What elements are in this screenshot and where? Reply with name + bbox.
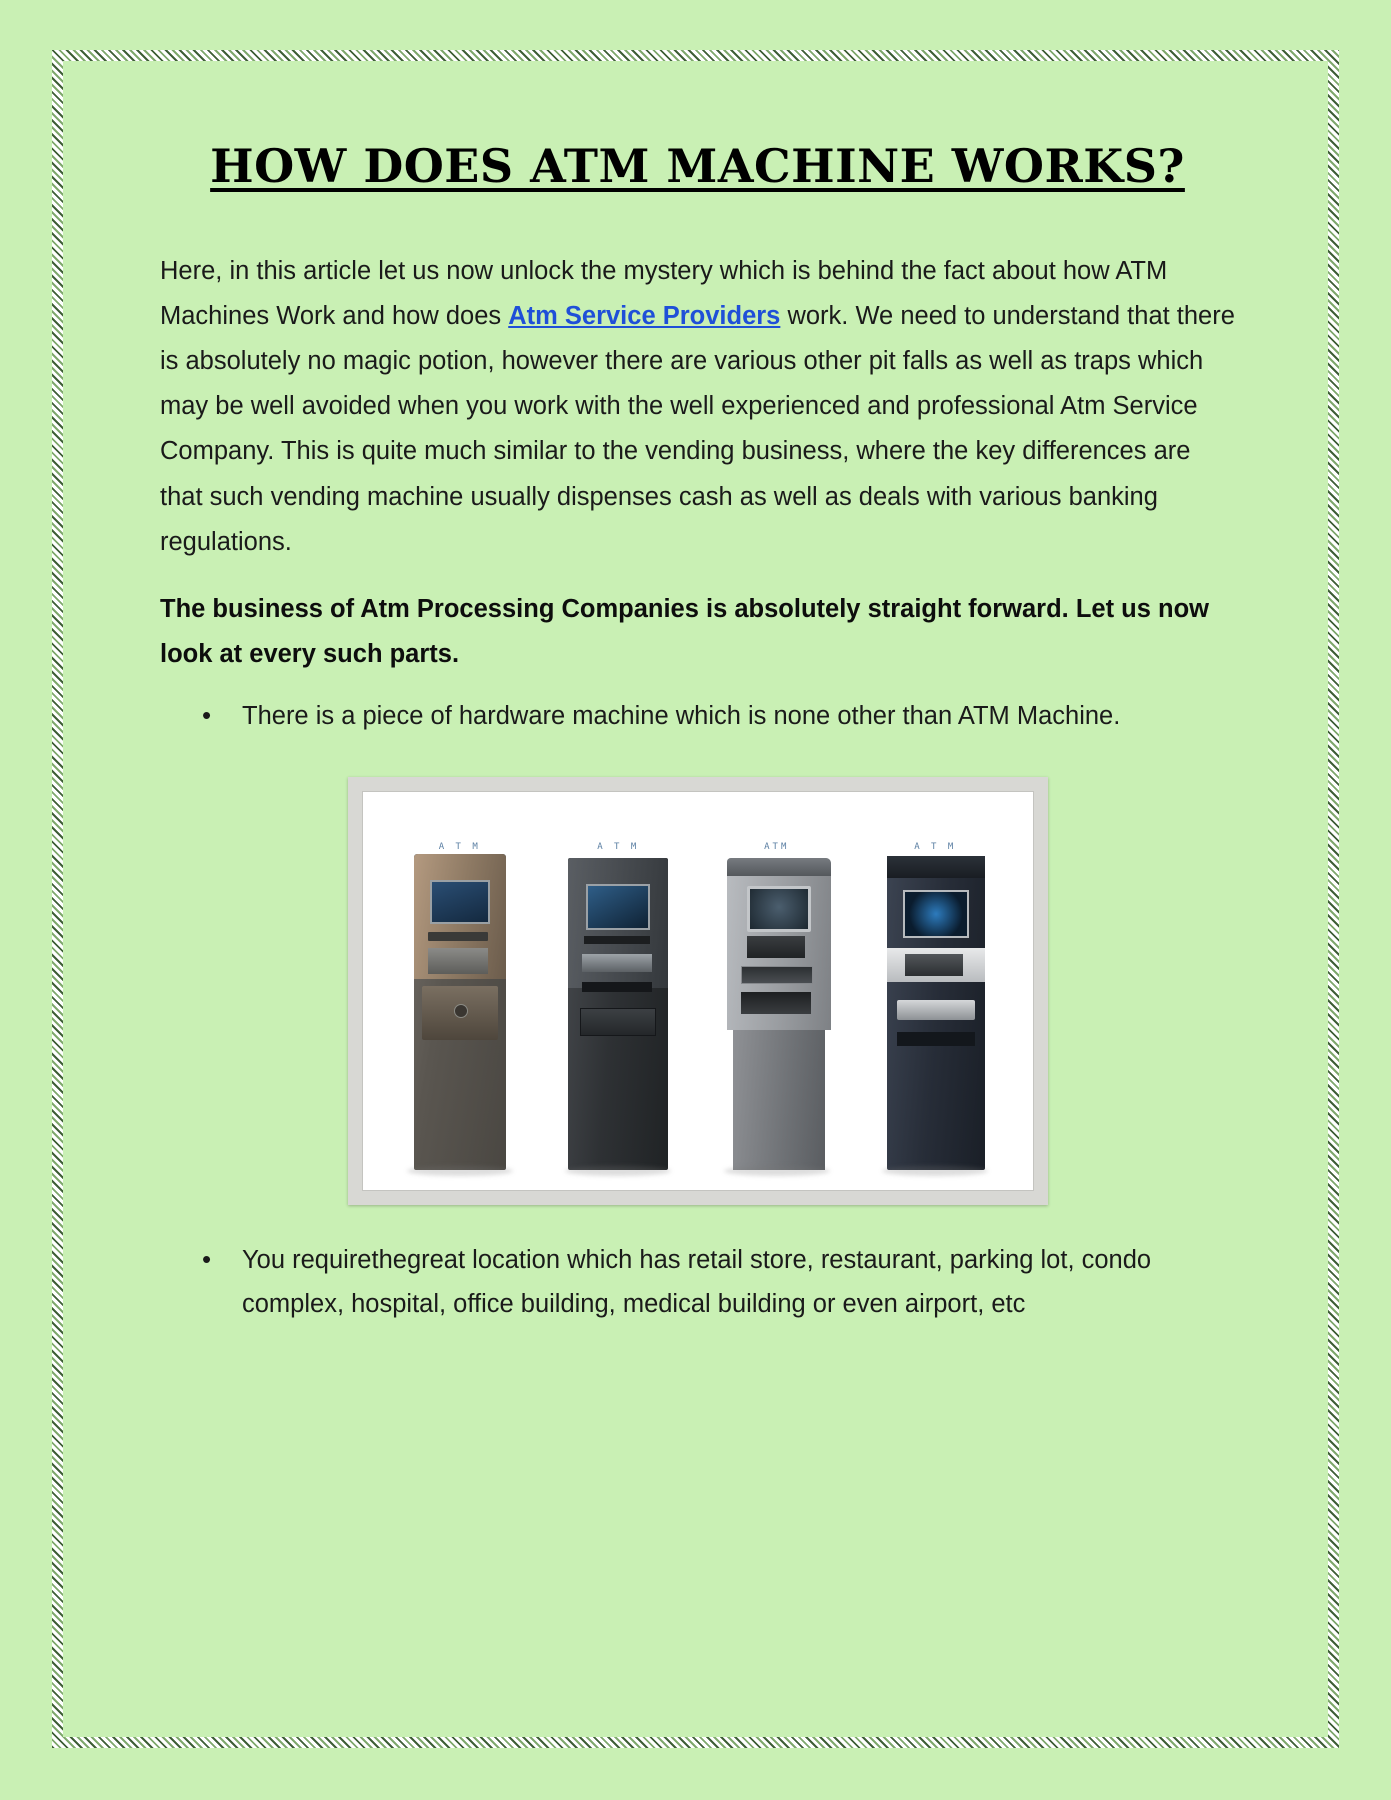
atm-1-lock-icon xyxy=(454,1004,468,1018)
atm-3-card-slot xyxy=(741,966,813,984)
document-content xyxy=(160,140,1235,1337)
atm-3-screen xyxy=(747,886,811,932)
page-title: HOW DOES ATM MACHINE WORKS? xyxy=(210,139,1185,193)
atm-1-keypad xyxy=(428,948,488,974)
atm-4-screen xyxy=(903,890,969,938)
atm-1-label: A T M xyxy=(438,841,481,852)
atm-2-cash-tray xyxy=(580,1008,656,1036)
atm-4-top-bar xyxy=(887,856,985,878)
atm-2-screen xyxy=(586,884,650,930)
intro-paragraph xyxy=(160,249,1235,565)
list-item: • There is a piece of hardware machine which is none other than ATM Machine. xyxy=(232,695,1235,739)
atm-3-label: ATM xyxy=(764,841,790,852)
atm-service-providers-link[interactable]: Atm Service Providers xyxy=(508,302,781,331)
atm-2-label: A T M xyxy=(597,841,640,852)
atm-4-label: A T M xyxy=(914,841,957,852)
atm-1-screen xyxy=(430,880,490,924)
atm-3-pedestal xyxy=(733,1026,825,1170)
atm-3-keypad xyxy=(747,936,805,958)
lead-bold-paragraph: The business of Atm Processing Companies is absolutely straight forward. Let us now look at every such parts. xyxy=(160,594,1209,668)
atm-3-cash-slot xyxy=(741,992,811,1014)
atm-4-keypad xyxy=(905,954,963,976)
bullet-list-second xyxy=(160,1239,1235,1327)
figure-image-area xyxy=(362,791,1034,1191)
atm-machines-figure xyxy=(348,777,1048,1205)
atm-1-shadow xyxy=(407,1166,513,1176)
atm-1-card-slot xyxy=(428,932,488,941)
atm-2-shadow xyxy=(565,1166,671,1176)
atm-2-card-slot xyxy=(584,936,650,944)
atm-3-shadow xyxy=(724,1166,830,1176)
atm-2-receipt-slot xyxy=(582,982,652,992)
atm-machine-illustration-2 xyxy=(558,836,678,1176)
bullet-list-first xyxy=(160,695,1235,739)
intro-text-part-2: work. We need to understand that there is absolutely no magic potion, however there are various other pit falls as well as traps which may be well avoided when you work with the well experienced and professional Atm Service Company. This is quite much similar to the vending business, where the key differences are that such vending machine usually dispenses cash as well as deals with various banking regulations. xyxy=(160,302,1235,556)
list-item: • You requirethegreat location which has retail store, restaurant, parking lot, condo complex, hospital, office building, medical building or even airport, etc xyxy=(232,1239,1235,1327)
atm-4-lower-slot xyxy=(897,1032,975,1046)
atm-3-top-bar xyxy=(727,858,831,876)
atm-2-keypad xyxy=(582,954,652,972)
atm-machine-illustration-3 xyxy=(717,836,837,1176)
atm-machine-illustration-1 xyxy=(400,836,520,1176)
atm-4-cash-dispenser xyxy=(897,1000,975,1020)
intro-text-part-1: Here, in this article let us now unlock the mystery which is behind the fact about how ATM Machines Work and how does xyxy=(160,256,1168,331)
atm-machine-illustration-4 xyxy=(875,836,995,1176)
atm-4-shadow xyxy=(882,1166,988,1176)
